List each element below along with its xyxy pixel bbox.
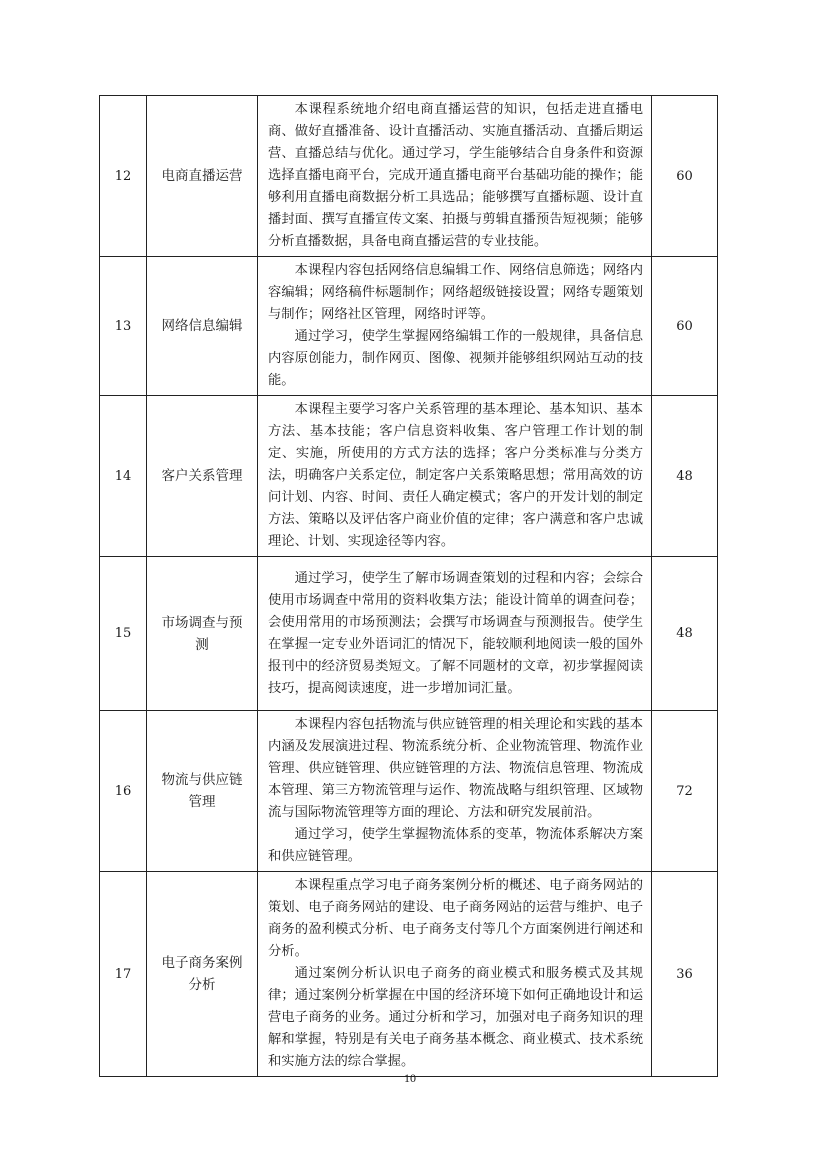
description-paragraph: 通过学习，使学生了解市场调查策划的过程和内容；会综合使用市场调查中常用的资料收集方法；能设计简单的调查问卷；会使用常用的市场预测法；会撰写市场调查与预测报告。使学生在掌握一定专业外语词汇的情况下，能较顺利地阅读一般的国外报刊中的经济贸易类短文。了解不同题材的文章，初步掌握阅读技巧，提高阅读速度，进一步增加词汇量。 xyxy=(268,570,643,696)
description-paragraph: 本课程系统地介绍电商直播运营的知识，包括走进直播电商、做好直播准备、设计直播活动、实施直播活动、直播后期运营、直播总结与优化。通过学习，学生能够结合自身条件和资源选择直播电商平台，完成开通直播电商平台基础功能的操作；能够利用直播电商数据分析工具选品；能够撰写直播标题、设计直播封面、撰写直播宣传文案、拍摄与剪辑直播预告短视频；能够分析直播数据，具备电商直播运营的专业技能。 xyxy=(268,102,643,249)
course-hours: 72 xyxy=(652,711,718,872)
description-paragraph: 本课程重点学习电子商务案例分析的概述、电子商务网站的策划、电子商务网站的建设、电子商务网站的运营与维护、电子商务的盈利模式分析、电子商务支付等几个方面案例进行阐述和分析。 xyxy=(268,878,643,959)
course-table xyxy=(99,95,718,1077)
description-paragraph: 本课程主要学习客户关系管理的基本理论、基本知识、基本方法、基本技能；客户信息资料收集、客户管理工作计划的制定、实施，所使用的方式方法的选择；客户分类标准与分类方法，明确客户关系定位，制定客户关系策略思想；常用高效的访问计划、内容、时间、责任人确定模式；客户的开发计划的制定方法、策略以及评估客户商业价值的定律；客户满意和客户忠诚理论、计划、实现途径等内容。 xyxy=(268,402,643,549)
table-row xyxy=(100,96,718,257)
description-paragraph: 通过案例分析认识电子商务的商业模式和服务模式及其规律；通过案例分析掌握在中国的经济环境下如何正确地设计和运营电子商务的业务。通过分析和学习，加强对电子商务知识的理解和掌握，特别是有关电子商务基本概念、商业模式、技术系统和实施方法的综合掌握。 xyxy=(268,966,643,1069)
course-name: 电商直播运营 xyxy=(147,96,258,257)
table-row xyxy=(100,711,718,872)
course-hours: 48 xyxy=(652,396,718,557)
course-description xyxy=(258,96,652,257)
course-number: 17 xyxy=(100,872,147,1077)
course-number: 16 xyxy=(100,711,147,872)
table-row xyxy=(100,557,718,711)
page-number: 10 xyxy=(404,1071,416,1085)
table-row xyxy=(100,396,718,557)
description-paragraph: 本课程内容包括物流与供应链管理的相关理论和实践的基本内涵及发展演进过程、物流系统分析、企业物流管理、物流作业管理、供应链管理、供应链管理的方法、物流信息管理、物流成本管理、第三方物流管理与运作、物流战略与组织管理、区域物流与国际物流管理等方面的理论、方法和研究发展前沿。 xyxy=(268,717,643,820)
course-name: 网络信息编辑 xyxy=(147,257,258,396)
description-paragraph: 通过学习，使学生掌握物流体系的变革，物流体系解决方案和供应链管理。 xyxy=(268,827,643,864)
course-description xyxy=(258,711,652,872)
description-paragraph: 本课程内容包括网络信息编辑工作、网络信息筛选；网络内容编辑；网络稿件标题制作；网络超级链接设置；网络专题策划与制作；网络社区管理，网络时评等。 xyxy=(268,263,643,322)
course-name: 客户关系管理 xyxy=(147,396,258,557)
course-number: 15 xyxy=(100,557,147,711)
course-description xyxy=(258,557,652,711)
course-hours: 36 xyxy=(652,872,718,1077)
course-hours: 60 xyxy=(652,96,718,257)
course-number: 13 xyxy=(100,257,147,396)
course-name: 电子商务案例分析 xyxy=(147,872,258,1077)
course-name: 市场调查与预测 xyxy=(147,557,258,711)
description-paragraph: 通过学习，使学生掌握网络编辑工作的一般规律，具备信息内容原创能力，制作网页、图像、视频并能够组织网站互动的技能。 xyxy=(268,329,643,388)
course-hours: 48 xyxy=(652,557,718,711)
course-number: 12 xyxy=(100,96,147,257)
table-row xyxy=(100,872,718,1077)
course-description xyxy=(258,257,652,396)
course-hours: 60 xyxy=(652,257,718,396)
course-number: 14 xyxy=(100,396,147,557)
table-row xyxy=(100,257,718,396)
course-name: 物流与供应链管理 xyxy=(147,711,258,872)
course-description xyxy=(258,396,652,557)
course-description xyxy=(258,872,652,1077)
